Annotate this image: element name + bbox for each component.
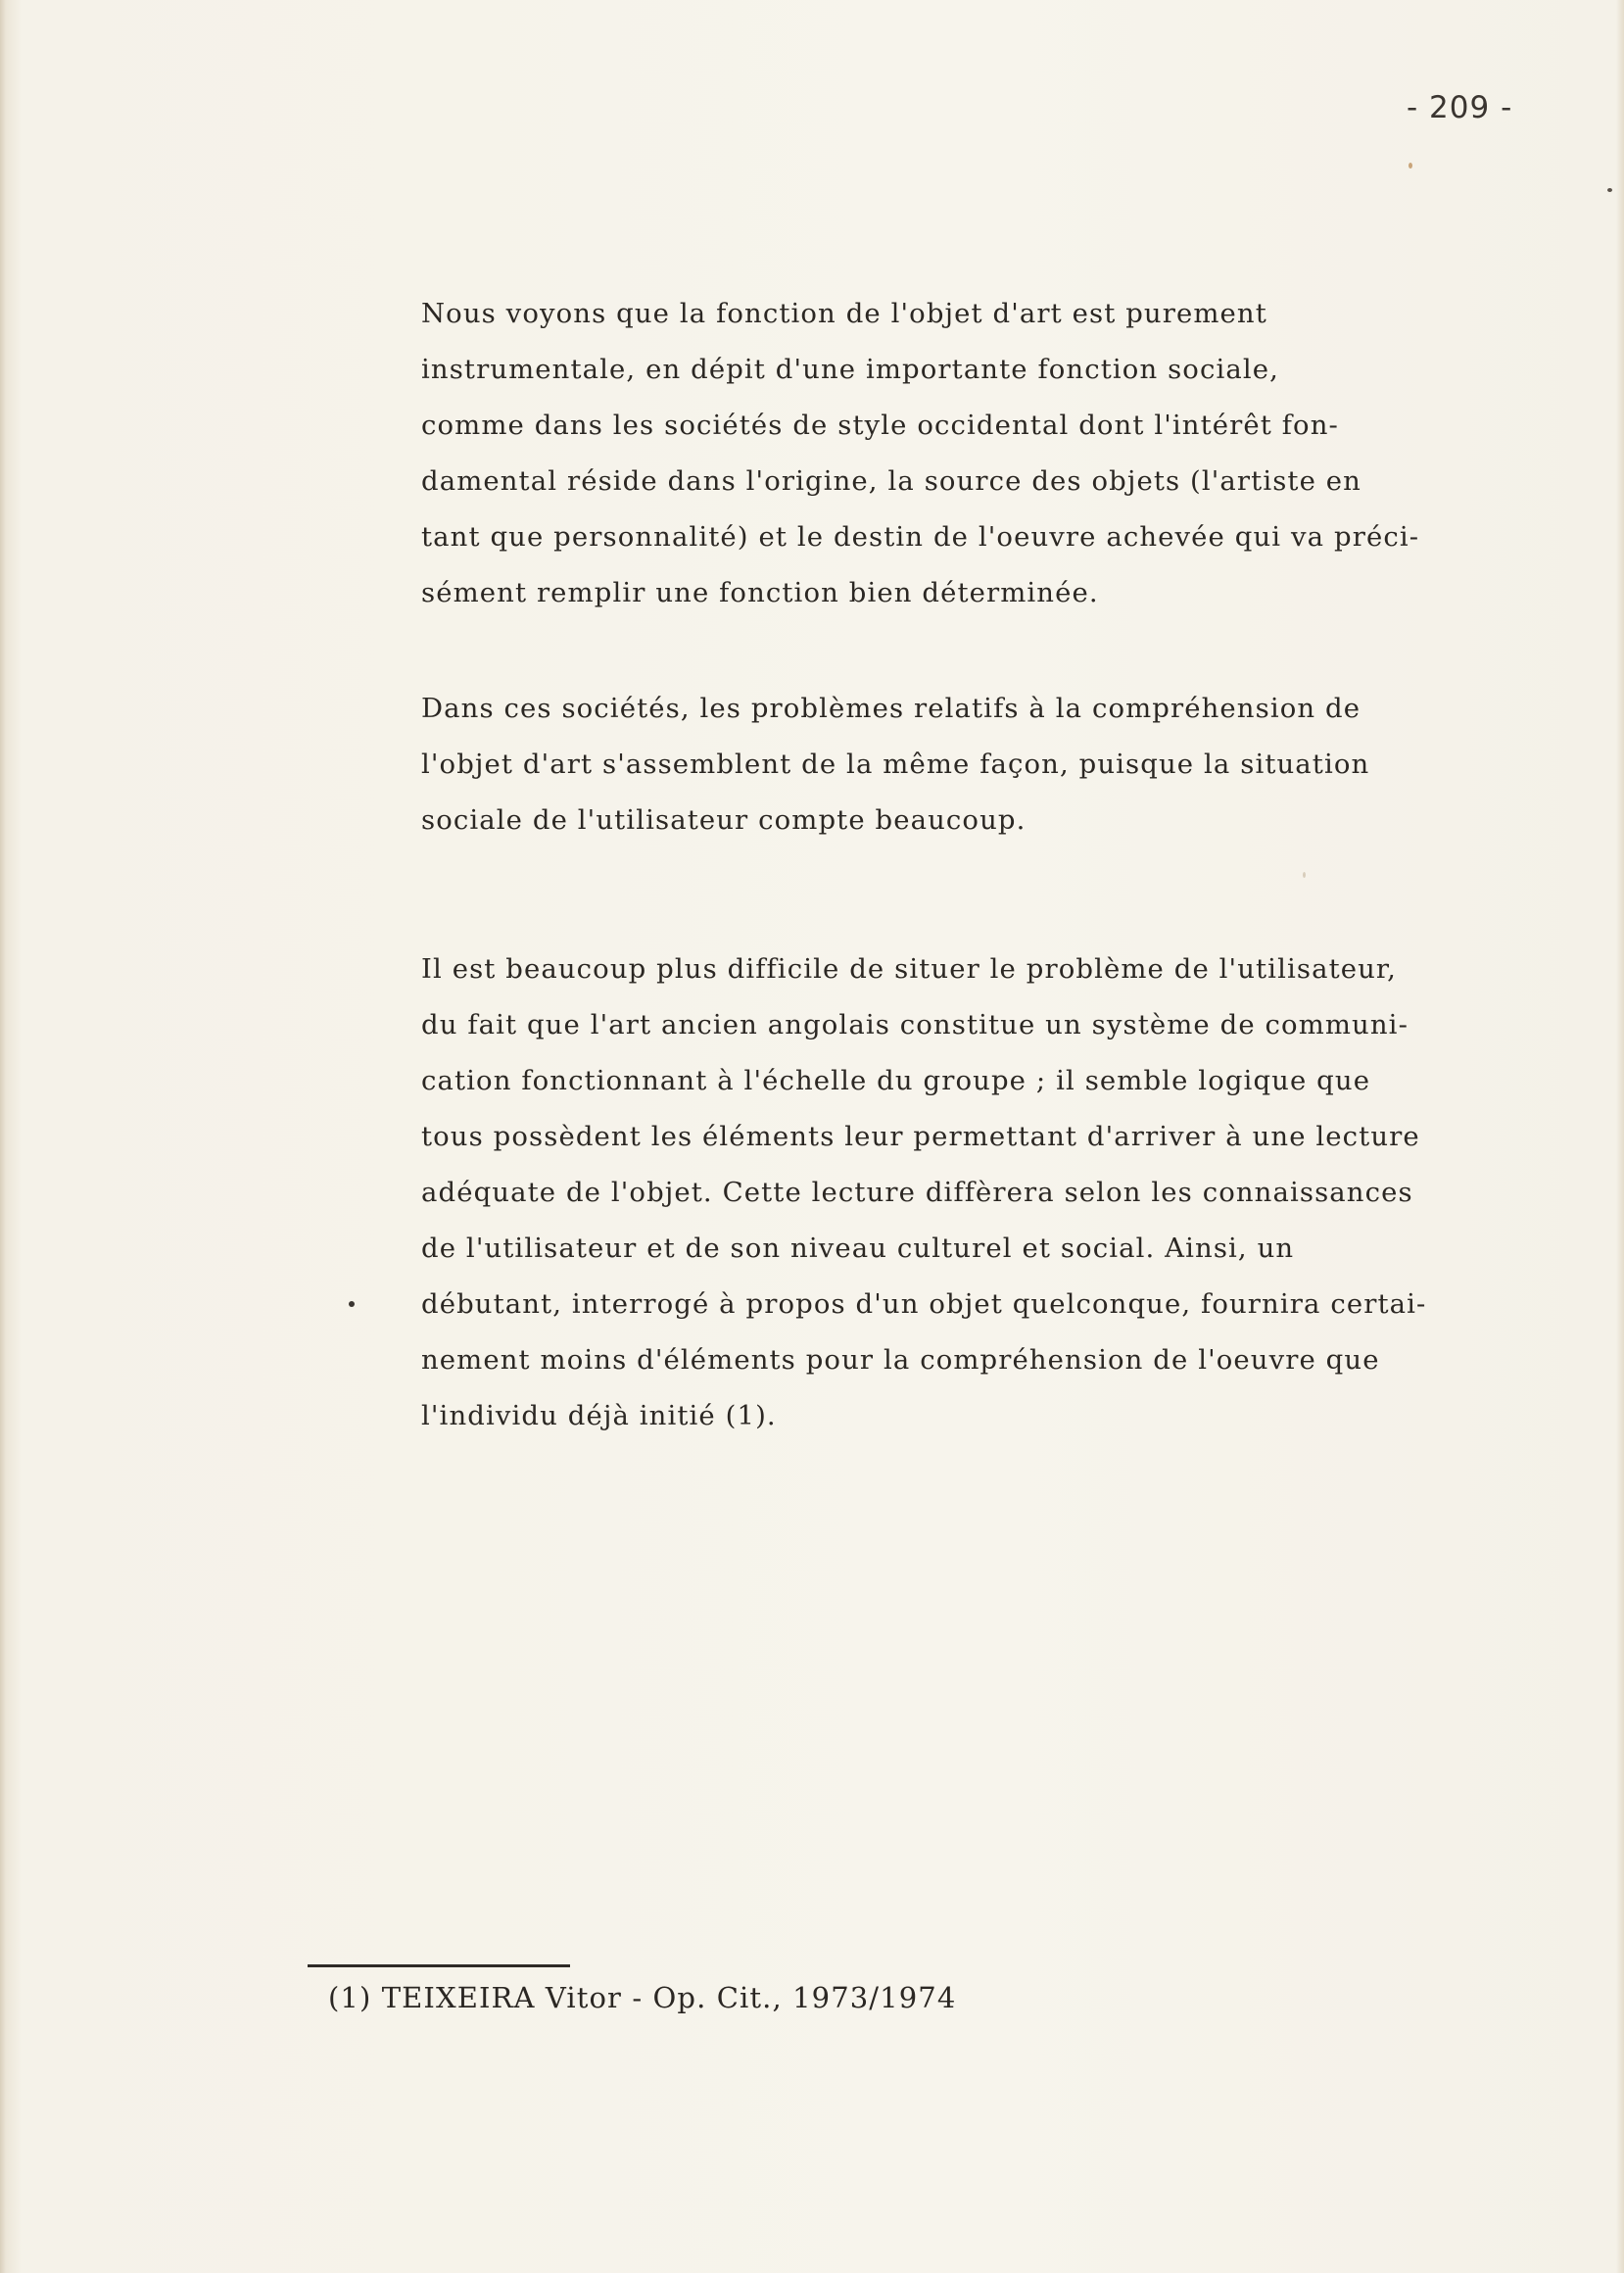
paragraph-line: nement moins d'éléments pour la compréhension de l'oeuvre que bbox=[421, 1344, 1380, 1376]
paragraph-line: de l'utilisateur et de son niveau culturel et social. Ainsi, un bbox=[421, 1233, 1295, 1264]
page-edge bbox=[1616, 0, 1624, 2273]
paragraph-line: l'objet d'art s'assemblent de la même façon, puisque la situation bbox=[421, 749, 1370, 780]
paragraph-line: du fait que l'art ancien angolais constitue un système de communi- bbox=[421, 1009, 1409, 1040]
paragraph-line: instrumentale, en dépit d'une importante fonction sociale, bbox=[421, 354, 1279, 385]
paragraph-line: tous possèdent les éléments leur permettant d'arriver à une lecture bbox=[421, 1121, 1420, 1152]
scan-speck bbox=[1409, 163, 1412, 169]
paragraph-line: Il est beaucoup plus difficile de situer le problème de l'utilisateur, bbox=[421, 953, 1397, 985]
paragraph-line: tant que personnalité) et le destin de l'oeuvre achevée qui va préci- bbox=[421, 521, 1420, 553]
page-number: - 209 - bbox=[1407, 90, 1513, 125]
paragraph-line: l'individu déjà initié (1). bbox=[421, 1400, 777, 1431]
paragraph-2 bbox=[421, 681, 1567, 848]
footnote-separator bbox=[308, 1964, 570, 1967]
paragraph-line: comme dans les sociétés de style occidental dont l'intérêt fon- bbox=[421, 410, 1339, 441]
paragraph-line: cation fonctionnant à l'échelle du groupe ; il semble logique que bbox=[421, 1065, 1371, 1096]
paragraph-line: sociale de l'utilisateur compte beaucoup. bbox=[421, 804, 1027, 836]
paragraph-line: sément remplir une fonction bien déterminée. bbox=[421, 577, 1099, 608]
paragraph-line: Dans ces sociétés, les problèmes relatifs à la compréhension de bbox=[421, 693, 1361, 724]
scan-speck bbox=[1303, 872, 1306, 878]
scan-speck bbox=[1607, 188, 1612, 192]
paragraph-line: damental réside dans l'origine, la source des objets (l'artiste en bbox=[421, 465, 1361, 497]
paragraph-line: Nous voyons que la fonction de l'objet d'art est purement bbox=[421, 298, 1267, 329]
footnote: (1) TEIXEIRA Vitor - Op. Cit., 1973/1974 bbox=[328, 1981, 957, 2014]
scan-speck bbox=[349, 1301, 355, 1307]
paragraph-line: débutant, interrogé à propos d'un objet quelconque, fournira certai- bbox=[421, 1288, 1427, 1320]
paragraph-line: adéquate de l'objet. Cette lecture diffèrera selon les connaissances bbox=[421, 1177, 1413, 1208]
paragraph-3 bbox=[421, 942, 1567, 1444]
paragraph-1 bbox=[421, 286, 1567, 621]
